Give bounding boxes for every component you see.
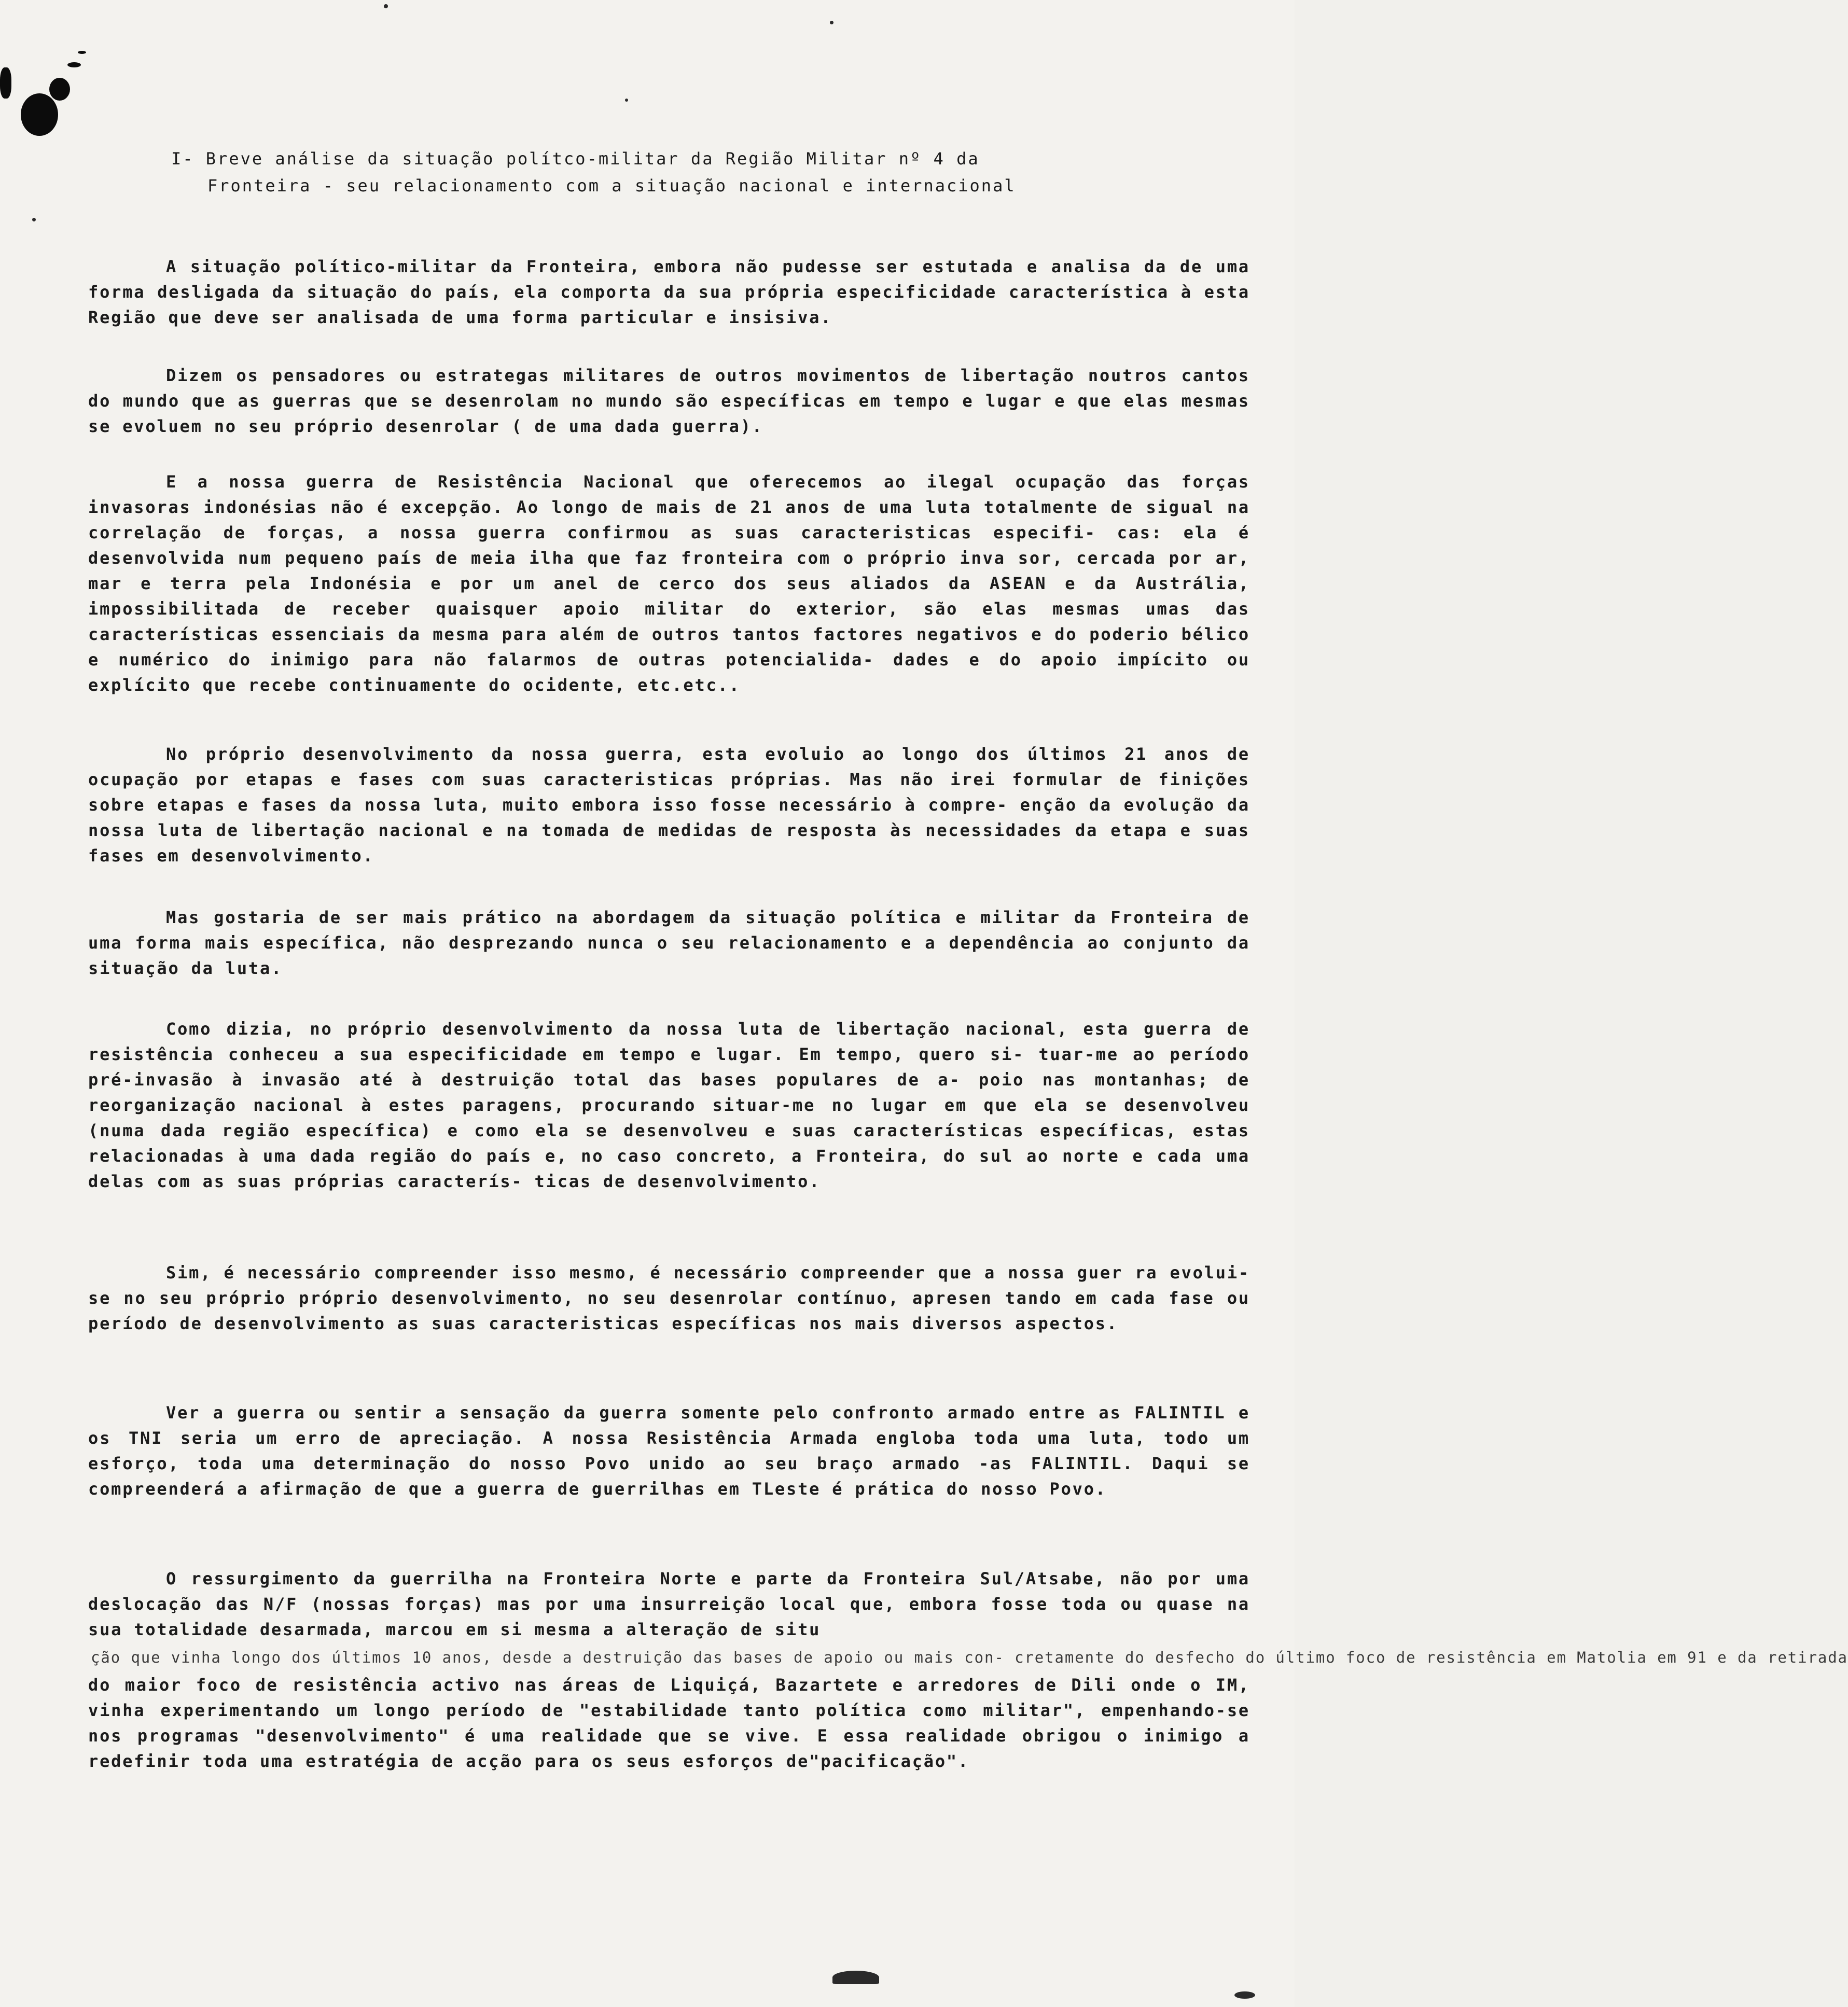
heading-line-2: Fronteira - seu relacionamento com a situação nacional e internacional: [207, 176, 1016, 196]
paragraph: O ressurgimento da guerrilha na Fronteira Norte e parte da Fronteira Sul/Atsabe, não por uma deslocação das N/F (nossas forças) mas por uma insurreição local que, embora fosse toda ou quase na sua totalidade desarmada, marcou em si mesma a alteração de situ: [88, 1569, 1250, 1639]
ink-speck: [625, 99, 628, 102]
paragraph: do maior foco de resistência activo nas áreas de Liquiçá, Bazartete e arredores de Dili onde o IM, vinha experimentando um longo período de "estabilidade tanto política como militar", empenhando-se nos programas "desenvolvimento" é uma realidade que se vive. E essa realidade obrigou o inimigo a redefinir toda uma estratégia de acção para os seus esforços de"pacificação".: [88, 1675, 1250, 1771]
ink-speck: [32, 218, 36, 221]
paragraph: E a nossa guerra de Resistência Nacional que oferecemos ao ilegal ocupação das forças invasoras indonésias não é excepção. Ao longo de mais de 21 anos de uma luta totalmente de sigual na correlação de forças, a nossa guerra confirmou as suas caracteristicas especifi- cas: ela é desenvolvida num pequeno país de meia ilha que faz fronteira com o próprio inva sor, cercada por ar, mar e terra pela Indonésia e por um anel de cerco dos seus aliados da ASEAN e da Austrália, impossibilitada de receber quaisquer apoio militar do exterior, são elas mesmas umas das características essenciais da mesma para além de outros tantos factores negativos e do poderio bélico e numérico do inimigo para não falarmos de outras potencialida- dades e do apoio impícito ou explícito que recebe continuamente do ocidente, etc.etc..: [88, 472, 1250, 695]
paragraph: Ver a guerra ou sentir a sensação da guerra somente pelo confronto armado entre as FALINTIL e os TNI seria um erro de apreciação. A nossa Resistência Armada engloba toda uma luta, todo um esforço, toda uma determinação do nosso Povo unido ao seu braço armado -as FALINTIL. Daqui se compreenderá a afirmação de que a guerra de guerrilhas em TLeste é prática do nosso Povo.: [88, 1403, 1250, 1499]
paragraph: Mas gostaria de ser mais prático na abordagem da situação política e militar da Fronteira de uma forma mais específica, não desprezando nunca o seu relacionamento e a dependência ao conjunto da situação da luta.: [88, 908, 1250, 978]
paragraph: Sim, é necessário compreender isso mesmo, é necessário compreender que a nossa guer ra evolui-se no seu próprio próprio desenvolvimento, no seu desenrolar contínuo, apresen tando em cada fase ou período de desenvolvimento as suas caracteristicas específicas nos mais diversos aspectos.: [88, 1263, 1250, 1333]
ink-blot: [49, 78, 70, 101]
ink-blot: [0, 67, 11, 99]
ink-blot: [21, 93, 58, 136]
ink-blot: [78, 51, 86, 54]
paragraph: No próprio desenvolvimento da nossa guerra, esta evoluio ao longo dos últimos 21 anos de ocupação por etapas e fases com suas caracteristicas próprias. Mas não irei formular de finições sobre etapas e fases da nossa luta, muito embora isso fosse necessário à compre- enção da evolução da nossa luta de libertação nacional e na tomada de medidas de resposta às necessidades da etapa e suas fases em desenvolvimento.: [88, 744, 1250, 866]
paragraph: A situação político-militar da Fronteira, embora não pudesse ser estutada e analisa da de uma forma desligada da situação do país, ela comporta da sua própria especificidade característica à esta Região que deve ser analisada de uma forma particular e insisiva.: [88, 257, 1250, 327]
ink-speck: [384, 4, 388, 8]
ink-speck: [832, 1971, 879, 1984]
ink-blot: [67, 62, 81, 67]
ink-speck: [830, 21, 833, 24]
overprinted-line: ção que vinha longo dos últimos 10 anos, desde a destruição das bases de apoio ou mais con- cretamente do desfecho do último foco de resistência em Matolia em 91 e da retirada: [91, 1649, 1848, 1666]
paragraph: Dizem os pensadores ou estrategas militares de outros movimentos de libertação noutros cantos do mundo que as guerras que se desenrolam no mundo são específicas em tempo e lugar e que elas mesmas se evoluem no seu próprio desenrolar ( de uma dada guerra).: [88, 366, 1250, 436]
document-heading: [171, 145, 1157, 199]
paragraph: Como dizia, no próprio desenvolvimento da nossa luta de libertação nacional, esta guerra de resistência conheceu a sua especificidade em tempo e lugar. Em tempo, quero si- tuar-me ao período pré-invasão à invasão até à destruição total das bases populares de a- poio nas montanhas; de reorganização nacional à estes paragens, procurando situar-me no lugar em que ela se desenvolveu (numa dada região específica) e como ela se desenvolveu e suas características específicas, estas relacionadas à uma dada região do país e, no caso concreto, a Fronteira, do sul ao norte e cada uma delas com as suas próprias caracterís- ticas de desenvolvimento.: [88, 1019, 1250, 1191]
heading-line-1: I- Breve análise da situação polítco-militar da Região Militar nº 4 da: [171, 149, 980, 169]
ink-speck: [1234, 1991, 1255, 1999]
